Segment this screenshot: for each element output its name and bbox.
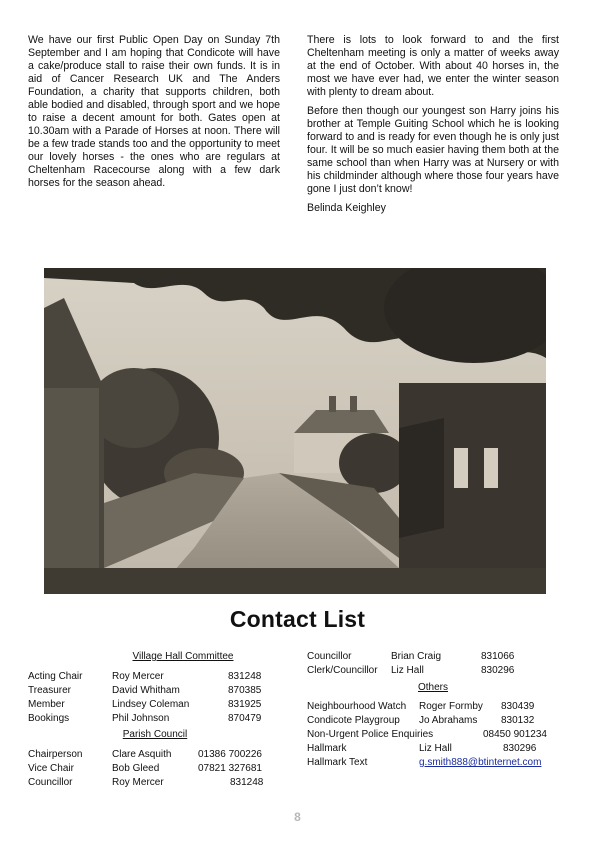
contact-phone: 831248 bbox=[228, 671, 262, 682]
contact-phone: 831925 bbox=[228, 699, 262, 710]
contact-role: Bookings bbox=[28, 713, 70, 724]
contact-phone: 830439 bbox=[501, 701, 535, 712]
parish-council-heading: Parish Council bbox=[122, 729, 188, 740]
contact-name: Roy Mercer bbox=[112, 777, 164, 788]
article-paragraph: Before then though our youngest son Harry joins his brother at Temple Guiting School which he is looking forward to and is ready for even though he is only just four. It will be so much easier having them both at the same school than when Harry was at Nursery or with his childminder although where those four years have gone I just don’t know! bbox=[307, 105, 559, 195]
others-heading: Others bbox=[417, 682, 448, 693]
contact-phone: 870385 bbox=[228, 685, 262, 696]
contact-name: David Whitham bbox=[112, 685, 180, 696]
contact-phone: 831066 bbox=[481, 651, 515, 662]
contact-name: Clare Asquith bbox=[112, 749, 172, 760]
article-paragraph: There is lots to look forward to and the first Cheltenham meeting is only a matter of weeks away at the end of October. With about 40 horses in, the most we have ever had, we enter the winter season with plenty to dream about. bbox=[307, 34, 559, 98]
contacts-right-block bbox=[307, 650, 577, 780]
contact-role: Treasurer bbox=[28, 685, 71, 696]
contact-phone: 07821 327681 bbox=[198, 763, 262, 774]
contact-role: Hallmark Text bbox=[307, 757, 368, 768]
contact-name: Roger Formby bbox=[419, 701, 483, 712]
contact-role: Vice Chair bbox=[28, 763, 74, 774]
contact-role: Councillor bbox=[28, 777, 73, 788]
page-number: 8 bbox=[294, 810, 301, 824]
contact-phone: 870479 bbox=[228, 713, 262, 724]
email-link[interactable]: g.smith888@btinternet.com bbox=[419, 757, 542, 768]
contact-phone: 830296 bbox=[481, 665, 515, 676]
contact-role: Acting Chair bbox=[28, 671, 83, 682]
contact-name: Jo Abrahams bbox=[419, 715, 478, 726]
contact-role: Neighbourhood Watch bbox=[307, 701, 407, 712]
article-paragraph: We have our first Public Open Day on Sunday 7th September and I am hoping that Condicote will have a cake/produce stall to raise their own funds. It is in aid of Cancer Research UK and The Anders Foundation, a charity that supports children, both able bodied and disabled, through sport and we hope to raise a decent amount for both. Gates open at 10.30am with a Parade of Horses at noon. There will be a few trade stands too and the opportunity to meet our lovely horses - the ones who are regulars at Cheltenham Racecourse along with a few dark horses for the season ahead. bbox=[28, 34, 280, 189]
village-hall-heading: Village Hall Committee bbox=[132, 651, 234, 662]
village-lane-photo bbox=[44, 268, 546, 594]
contact-role: Non-Urgent Police Enquiries bbox=[307, 729, 434, 740]
contact-role: Councillor bbox=[307, 651, 352, 662]
contact-phone: 08450 901234 bbox=[483, 729, 547, 740]
article-left-column bbox=[28, 34, 280, 196]
contact-list-title: Contact List bbox=[229, 606, 366, 632]
contact-name: Lindsey Coleman bbox=[112, 699, 190, 710]
contact-phone: 830132 bbox=[501, 715, 535, 726]
contact-name: Liz Hall bbox=[419, 743, 452, 754]
contact-role: Member bbox=[28, 699, 65, 710]
village-lane-photo-drawing bbox=[44, 268, 546, 594]
contact-role: Chairperson bbox=[28, 749, 83, 760]
contact-role: Condicote Playgroup bbox=[307, 715, 400, 726]
contact-role: Hallmark bbox=[307, 743, 347, 754]
contact-name: Phil Johnson bbox=[112, 713, 170, 724]
contact-name: Roy Mercer bbox=[112, 671, 164, 682]
contact-name: Bob Gleed bbox=[112, 763, 160, 774]
author-signature: Belinda Keighley bbox=[307, 202, 386, 214]
contacts-left-block bbox=[28, 650, 298, 800]
article-right-column bbox=[307, 34, 559, 221]
contact-phone: 830296 bbox=[503, 743, 537, 754]
contact-phone: 831248 bbox=[230, 777, 264, 788]
contact-name: Liz Hall bbox=[391, 665, 424, 676]
contact-role: Clerk/Councillor bbox=[307, 665, 378, 676]
contact-name: Brian Craig bbox=[391, 651, 442, 662]
contact-phone: 01386 700226 bbox=[198, 749, 262, 760]
